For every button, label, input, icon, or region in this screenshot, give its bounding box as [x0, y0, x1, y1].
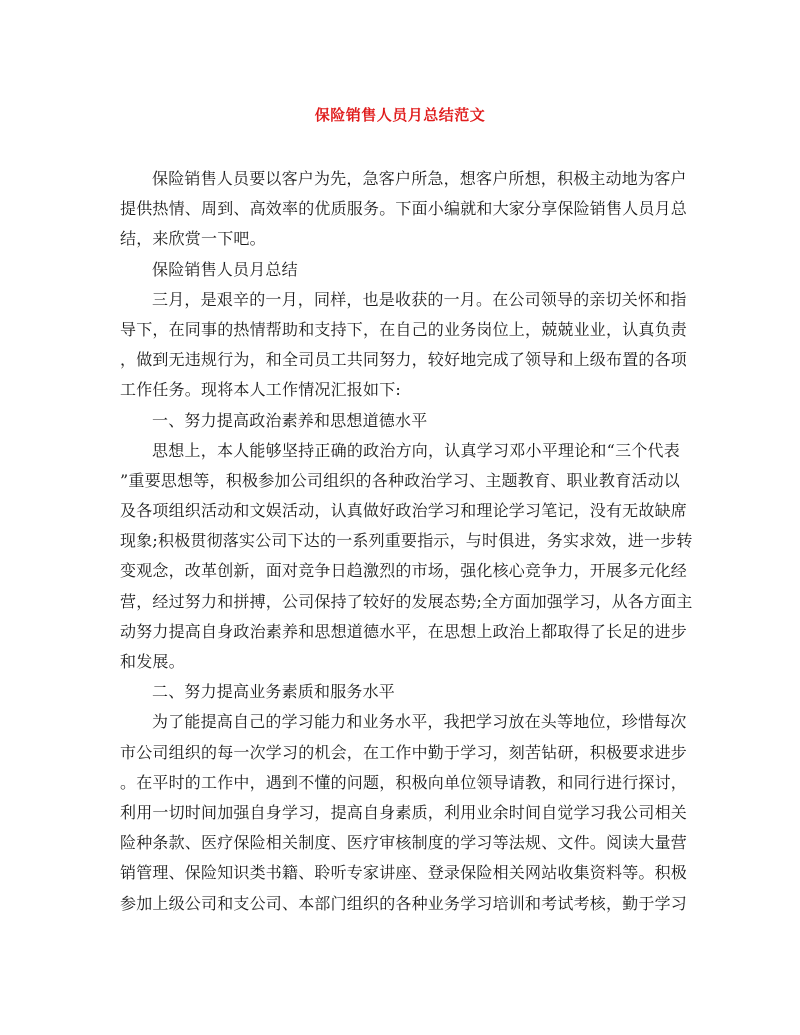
text-line: 和发展。	[120, 652, 185, 671]
text-line: 险种条款、医疗保险相关制度、医疗审核制度的学习等法规、文件。阅读大量营	[120, 833, 688, 853]
text-line: 及各项组织活动和文娱活动，认真做好政治学习和理论学习笔记，没有无故缺席	[120, 501, 688, 521]
text-line: 工作任务。现将本人工作情况汇报如下:	[120, 380, 401, 400]
document-body	[120, 164, 693, 919]
text-line: 。在平时的工作中，遇到不懂的问题，积极向单位领导请教，和同行进行探讨，	[120, 772, 688, 792]
text-line: 销管理、保险知识类书籍、聆听专家讲座、登录保险相关网站收集资料等。积极	[120, 863, 688, 883]
text-line: 导下，在同事的热情帮助和支持下，在自己的业务岗位上，兢兢业业，认真负责	[120, 319, 688, 339]
text-line: 动努力提高自身政治素养和思想道德水平，在思想上政治上都取得了长足的进步	[120, 621, 688, 641]
text-line: 一、努力提高政治素养和思想道德水平	[152, 410, 428, 430]
text-line: 结，来欣赏一下吧。	[120, 229, 266, 249]
text-line: 市公司组织的每一次学习的机会，在工作中勤于学习，刻苦钻研，积极要求进步	[120, 742, 688, 762]
text-line: ”重要思想等，积极参加公司组织的各种政治学习、主题教育、职业教育活动以	[120, 470, 680, 490]
document-title: 保险销售人员月总结范文	[314, 106, 486, 124]
text-line: 思想上，本人能够坚持正确的政治方向，认真学习邓小平理论和“三个代表	[152, 440, 680, 460]
text-line: 提供热情、周到、高效率的优质服务。下面小编就和大家分享保险销售人员月总	[120, 199, 688, 219]
text-line: 二、努力提高业务素质和服务水平	[152, 682, 396, 702]
text-line: 为了能提高自己的学习能力和业务水平，我把学习放在头等地位，珍惜每次	[152, 712, 687, 732]
text-line: 参加上级公司和支公司、本部门组织的各种业务学习培训和考试考核，勤于学习	[120, 893, 688, 913]
text-line: 三月，是艰辛的一月，同样，也是收获的一月。在公司领导的亲切关怀和指	[152, 289, 687, 309]
text-line: 变观念，改革创新，面对竞争日趋激烈的市场，强化核心竞争力，开展多元化经	[120, 561, 688, 581]
text-line: 营，经过努力和拼搏，公司保持了较好的发展态势;全方面加强学习，从各方面主	[120, 591, 693, 611]
text-line: ，做到无违规行为，和全司员工共同努力，较好地完成了领导和上级布置的各项	[120, 350, 688, 370]
text-line: 保险销售人员月总结	[152, 259, 298, 279]
text-line: 保险销售人员要以客户为先，急客户所急，想客户所想，积极主动地为客户	[152, 169, 687, 188]
text-line: 利用一切时间加强自身学习，提高自身素质，利用业余时间自觉学习我公司相关	[120, 802, 688, 822]
text-line: 现象;积极贯彻落实公司下达的一系列重要指示，与时俱进，务实求效，进一步转	[120, 531, 693, 551]
